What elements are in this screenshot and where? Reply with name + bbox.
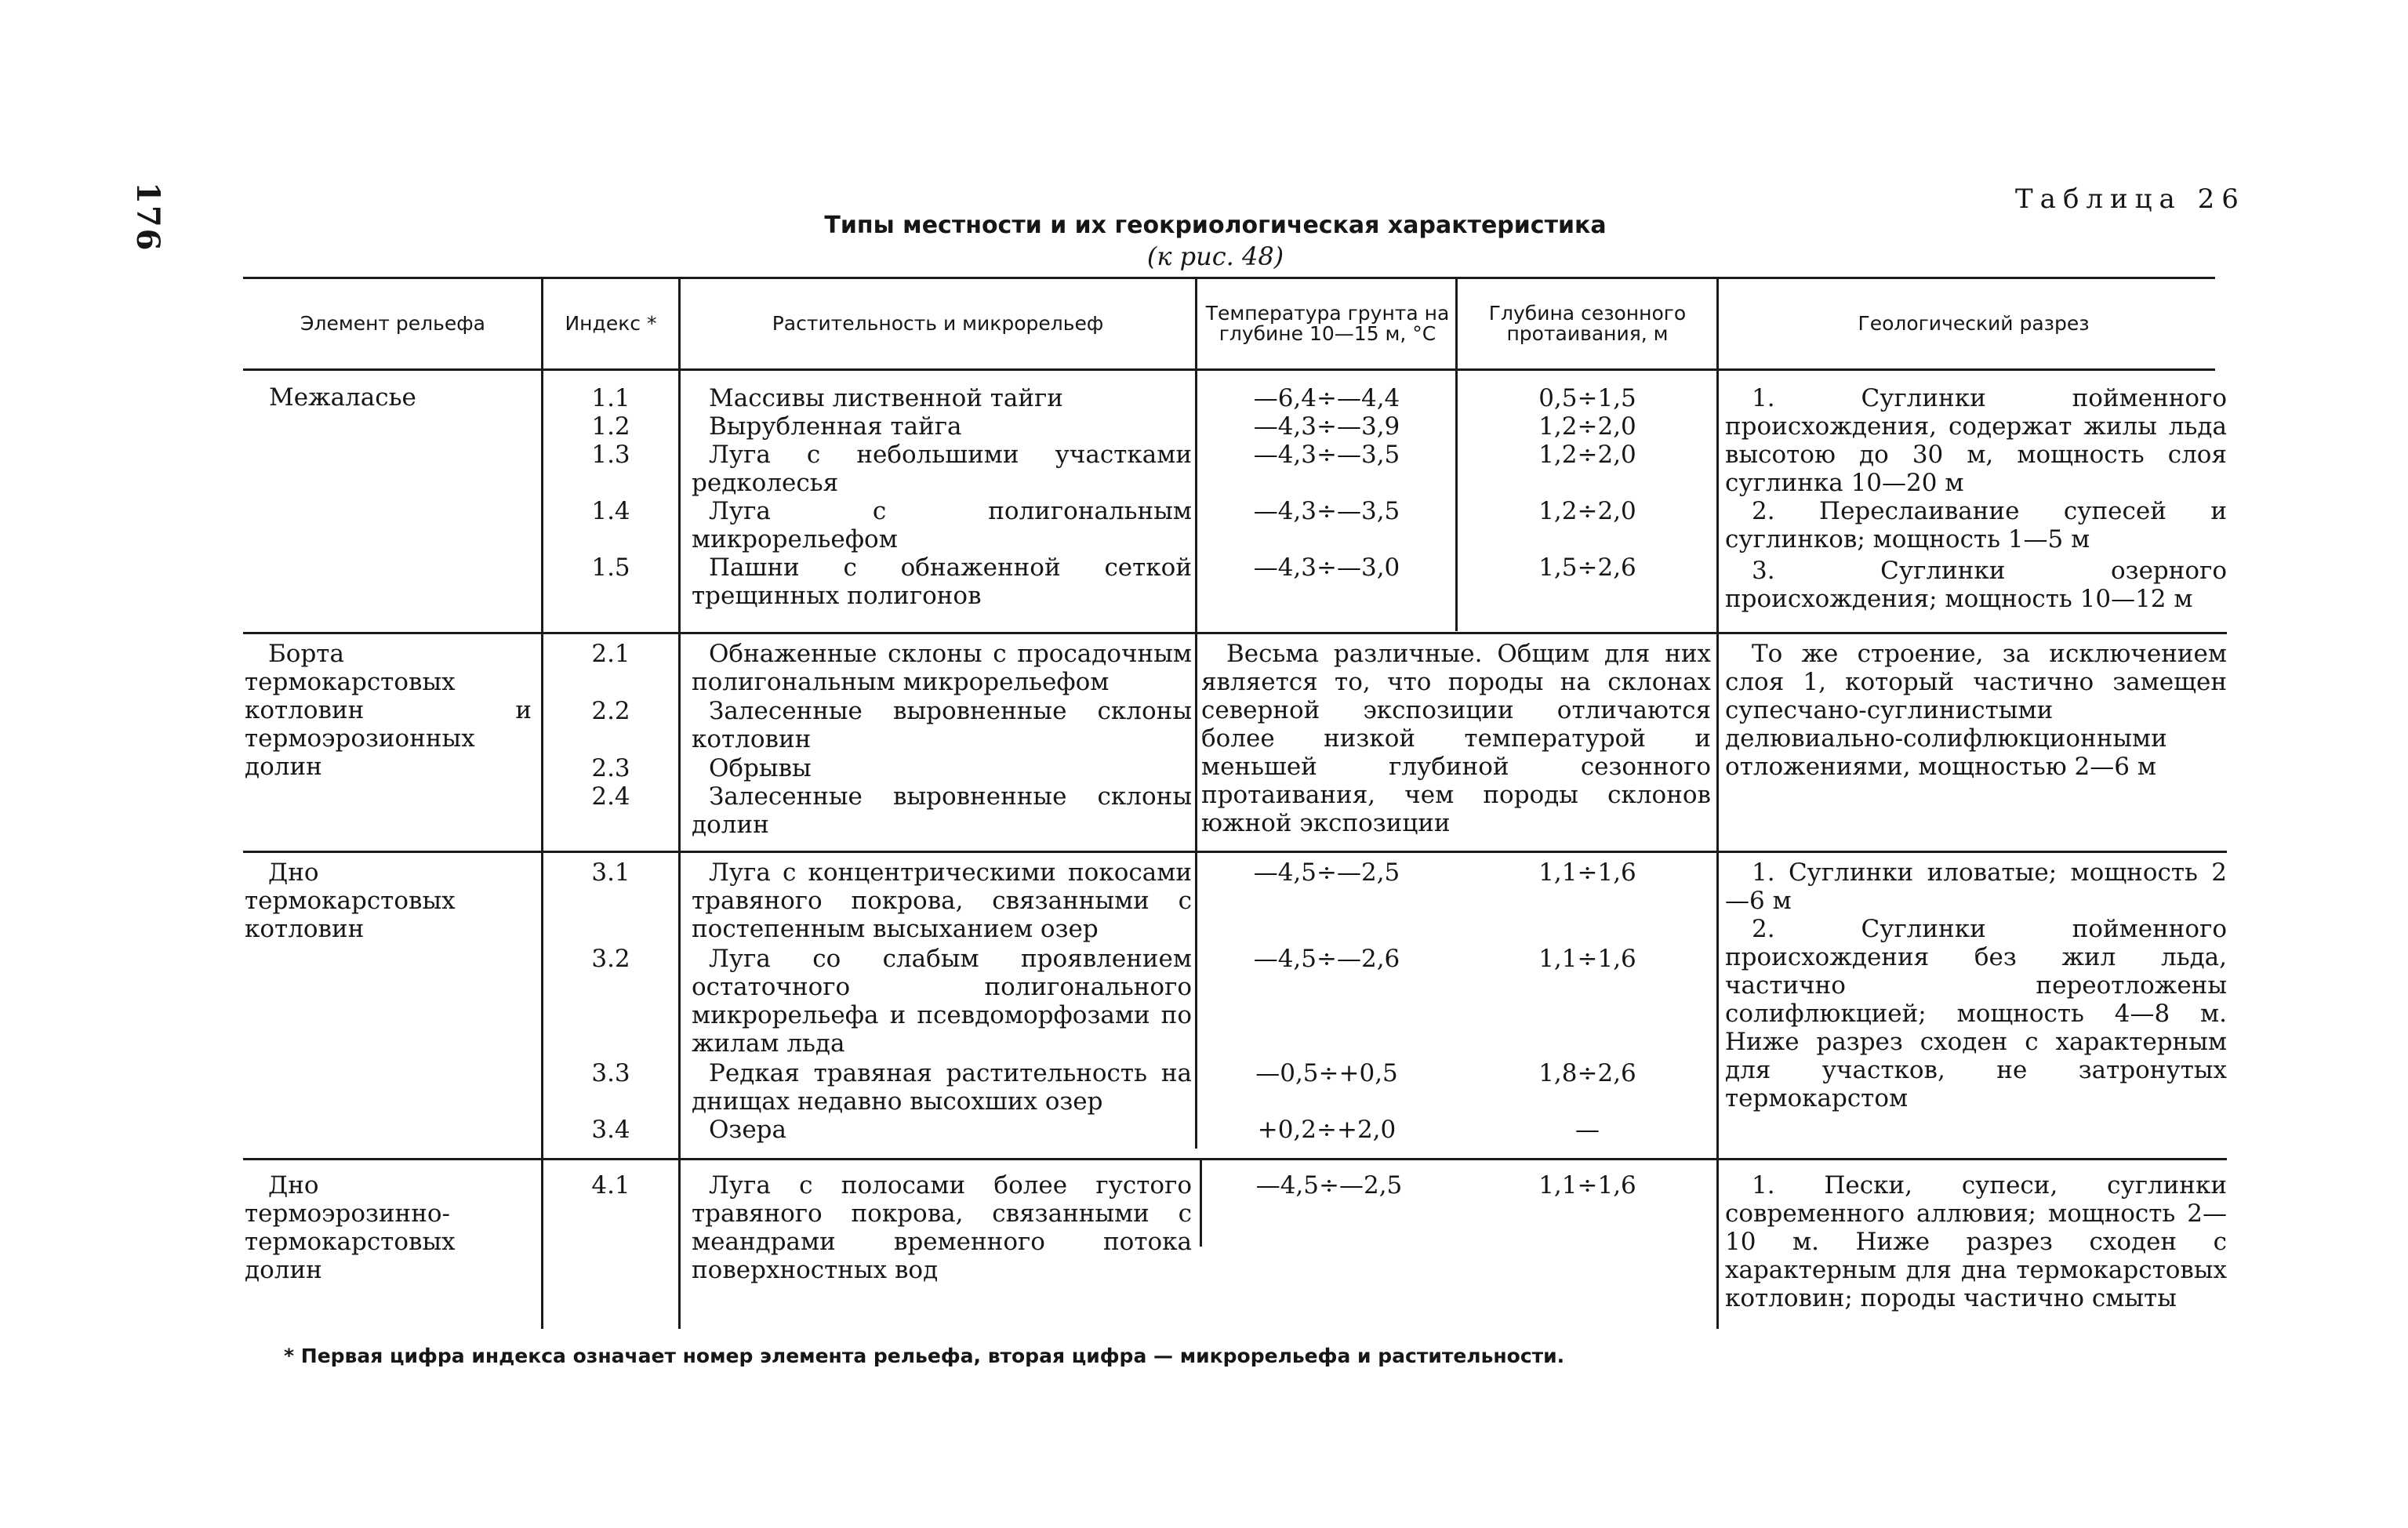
table-subtitle: (к рис. 48) [1146, 241, 1284, 271]
depth-cell: 1,2÷2,0 [1538, 441, 1636, 469]
depth-cell: 1,1÷1,6 [1538, 945, 1636, 973]
column-rule [1716, 278, 1719, 1329]
depth-cell: 1,2÷2,0 [1538, 412, 1636, 441]
row-index: 3.3 [591, 1059, 630, 1087]
vegetation-cell: Массивы лиственной тайги [709, 384, 1063, 412]
temperature-cell: —4,3÷—3,9 [1253, 412, 1400, 441]
depth-cell: 1,1÷1,6 [1538, 1171, 1636, 1200]
row-index: 1.3 [591, 441, 630, 469]
table-title: Типы местности и их геокриологическая характеристика [824, 212, 1607, 239]
relief-element: Дно термоэрозинно-термокарстовых долин [245, 1171, 456, 1284]
temperature-cell: +0,2÷+2,0 [1257, 1116, 1396, 1144]
vegetation-cell: Залесенные выровненные склоны котловин [692, 697, 1192, 753]
row-index: 1.4 [591, 497, 630, 525]
row-index: 2.2 [591, 697, 630, 725]
temperature-cell: —4,3÷—3,5 [1253, 441, 1400, 469]
column-rule [1200, 1160, 1202, 1247]
row-index: 1.1 [591, 384, 630, 412]
header-geology: Геологический разрез [1858, 312, 2090, 335]
vegetation-cell: Редкая травяная растительность на днищах недавно высохших озер [692, 1059, 1192, 1116]
temperature-cell: —0,5÷+0,5 [1255, 1059, 1398, 1087]
row-index: 1.2 [591, 412, 630, 441]
temperature-cell: —4,3÷—3,5 [1253, 497, 1400, 525]
header-element: Элемент рельефа [300, 312, 485, 335]
table-top-rule [243, 277, 2215, 279]
depth-cell: 1,2÷2,0 [1538, 497, 1636, 525]
temperature-cell: —4,3÷—3,0 [1253, 553, 1400, 582]
row-index: 3.1 [591, 858, 630, 887]
header-bottom-rule [243, 368, 2215, 371]
row-index: 2.3 [591, 754, 630, 782]
vegetation-cell: Пашни с обнаженной сеткой трещинных полигонов [692, 553, 1192, 610]
vegetation-cell: Залесенные выровненные склоны долин [692, 782, 1192, 839]
relief-element: Межаласье [269, 383, 416, 412]
row-index: 1.5 [591, 553, 630, 582]
vegetation-cell: Луга с небольшими участками редколесья [692, 441, 1192, 497]
temperature-cell: —4,5÷—2,6 [1253, 945, 1400, 973]
depth-cell: 1,5÷2,6 [1538, 553, 1636, 582]
vegetation-cell: Обнаженные склоны с просадочным полигональным микрорельефом [692, 640, 1192, 696]
geology-cell: То же строение, за исключением слоя 1, который частично замещен супесчано-суглинистыми делювиально-солифлюкционными отложениями, мощностью 2—6 м [1725, 640, 2227, 781]
column-rule [678, 278, 681, 1329]
depth-cell: 1,1÷1,6 [1538, 858, 1636, 887]
temperature-cell: —4,5÷—2,5 [1253, 858, 1400, 887]
row-index: 2.1 [591, 640, 630, 668]
vegetation-cell: Вырубленная тайга [709, 412, 962, 441]
row-index: 3.4 [591, 1116, 630, 1144]
geology-cell: 2. Переслаивание супесей и суглинков; мощность 1—5 м [1725, 497, 2227, 553]
row-index: 2.4 [591, 782, 630, 811]
geology-cell: 3. Суглинки озерного происхождения; мощность 10—12 м [1725, 557, 2227, 613]
header-temperature: Температура грунта на глубине 10—15 м, °С [1205, 302, 1450, 345]
table-label: Таблица 26 [2015, 183, 2246, 215]
header-index: Индекс * [565, 312, 657, 335]
footnote: * Первая цифра индекса означает номер элемента рельефа, вторая цифра — микрорельефа и растительности. [284, 1345, 1565, 1367]
vegetation-cell: Обрывы [709, 754, 812, 782]
geology-cell: 2. Суглинки пойменного происхождения без жил льда, частично переотложены солифлюкцией; мощность 4—8 м. Ниже разрез сходен с характерным для участков, не затронутых термокарстом [1725, 915, 2227, 1112]
header-vegetation: Растительность и микрорельеф [772, 312, 1104, 335]
geology-cell: 1. Пески, супеси, суглинки современного аллювия; мощность 2—10 м. Ниже разрез сходен с характерным для дна термокарстовых котловин; породы частично смыты [1725, 1171, 2227, 1312]
header-depth: Глубина сезонного протаивания, м [1488, 302, 1687, 345]
page-number: 176 [129, 182, 166, 252]
vegetation-cell: Луга с полосами более густого травяного покрова, связанными с меандрами временного потока поверхностных вод [692, 1171, 1192, 1284]
vegetation-cell: Луга со слабым проявлением остаточного полигонального микрорельефа и псевдоморфозами по жилам льда [692, 945, 1192, 1058]
depth-cell: 1,8÷2,6 [1538, 1059, 1636, 1087]
temperature-cell: —6,4÷—4,4 [1253, 384, 1400, 412]
vegetation-cell: Луга с концентрическими покосами травяного покрова, связанными с постепенным высыханием озер [692, 858, 1192, 943]
vegetation-cell: Озера [709, 1116, 786, 1144]
row-index: 3.2 [591, 945, 630, 973]
column-rule [1195, 278, 1197, 1149]
temperature-depth-merged-cell: Весьма различные. Общим для них является то, что породы на склонах северной экспозиции отличаются более низкой температурой и меньшей глубиной сезонного протаивания, чем породы склонов южной экспозиции [1201, 640, 1711, 837]
geology-cell: 1. Суглинки иловатые; мощность 2—6 м [1725, 858, 2227, 915]
column-rule [1455, 278, 1458, 631]
vegetation-cell: Луга с полигональным микрорельефом [692, 497, 1192, 553]
relief-element: Дно термокарстовых котловин [245, 858, 456, 943]
depth-cell: — [1575, 1116, 1600, 1144]
relief-element: Борта термокарстовых котловин и термоэрозионных долин [245, 640, 532, 781]
depth-cell: 0,5÷1,5 [1538, 384, 1636, 412]
row-index: 4.1 [591, 1171, 630, 1200]
temperature-cell: —4,5÷—2,5 [1255, 1171, 1403, 1200]
geology-cell: 1. Суглинки пойменного происхождения, содержат жилы льда высотою до 30 м, мощность слоя суглинка 10—20 м [1725, 384, 2227, 497]
